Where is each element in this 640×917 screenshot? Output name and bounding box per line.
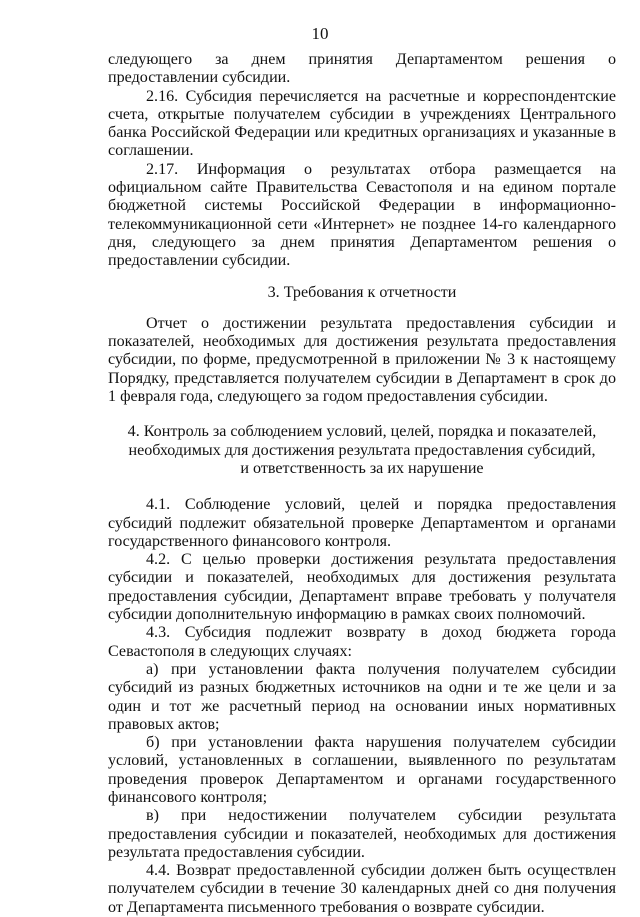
paragraph-2-17: 2.17. Информация о результатах отбора размещается на официальном сайте Правительства Севастополя и на едином портале бюджетной системы Российской Федерации в информационно-телекоммуникационной сети «Интернет» не позднее 14-го календарного дня, следующего за днем принятия Департаментом решения о предоставлении субсидии.	[108, 160, 616, 270]
paragraph-2-16: 2.16. Субсидия перечисляется на расчетные и корреспондентские счета, открытые получателем субсидии в учреждениях Центрального банка Российской Федерации или кредитных организациях и указанные в соглашении.	[108, 87, 616, 160]
paragraph-4-4: 4.4. Возврат предоставленной субсидии должен быть осуществлен получателем субсидии в течение 30 календарных дней со дня получения от Департамента письменного требования о возврате субсидии.	[108, 862, 616, 916]
paragraph-4-2: 4.2. С целью проверки достижения результата предоставления субсидии и показателей, необходимых для достижения результата предоставления субсидии, Департамент вправе требовать у получателя субсидии дополнительную информацию в рамках своих полномочий.	[108, 551, 616, 624]
document-body	[108, 51, 616, 917]
list-item-a: а) при установлении факта получения получателем субсидии субсидий из разных бюджетных источников на одни и те же цели и за один и тот же расчетный период на основании иных нормативных правовых актов;	[108, 660, 616, 733]
section-4-heading	[108, 423, 616, 478]
section-4-heading-line-2: необходимых для достижения результата предоставления субсидий,	[128, 441, 596, 459]
paragraph-4-1: 4.1. Соблюдение условий, целей и порядка предоставления субсидий подлежит обязательной проверке Департаментом и органами государственного финансового контроля.	[108, 496, 616, 550]
section-3-heading: 3. Требования к отчетности	[267, 283, 457, 301]
paragraph-continuation: следующего за днем принятия Департаментом решения о предоставлении субсидии.	[108, 51, 616, 87]
page-number: 10	[311, 24, 329, 43]
list-item-b: б) при установлении факта нарушения получателем субсидии условий, установленных в соглашении, выявленного по результатам проведения проверок Департаментом и органами государственного финансового контроля;	[108, 734, 616, 806]
section-4-heading-line-1: 4. Контроль за соблюдением условий, целей, порядка и показателей,	[127, 423, 597, 441]
list-item-v: в) при недостижении получателем субсидии результата предоставления субсидии и показателей, необходимых для достижения результата предоставления субсидии.	[108, 807, 616, 861]
section-3-paragraph: Отчет о достижении результата предоставления субсидии и показателей, необходимых для достижения результата предоставления субсидии, по форме, предусмотренной в приложении № 3 к настоящему Порядку, представляется получателем субсидии в Департамент в срок до 1 февраля года, следующего за годом предоставления субсидии.	[108, 314, 616, 406]
section-4-heading-line-3: и ответственность за их нарушение	[240, 459, 484, 477]
paragraph-4-3: 4.3. Субсидия подлежит возврату в доход бюджета города Севастополя в следующих случаях:	[108, 624, 616, 660]
